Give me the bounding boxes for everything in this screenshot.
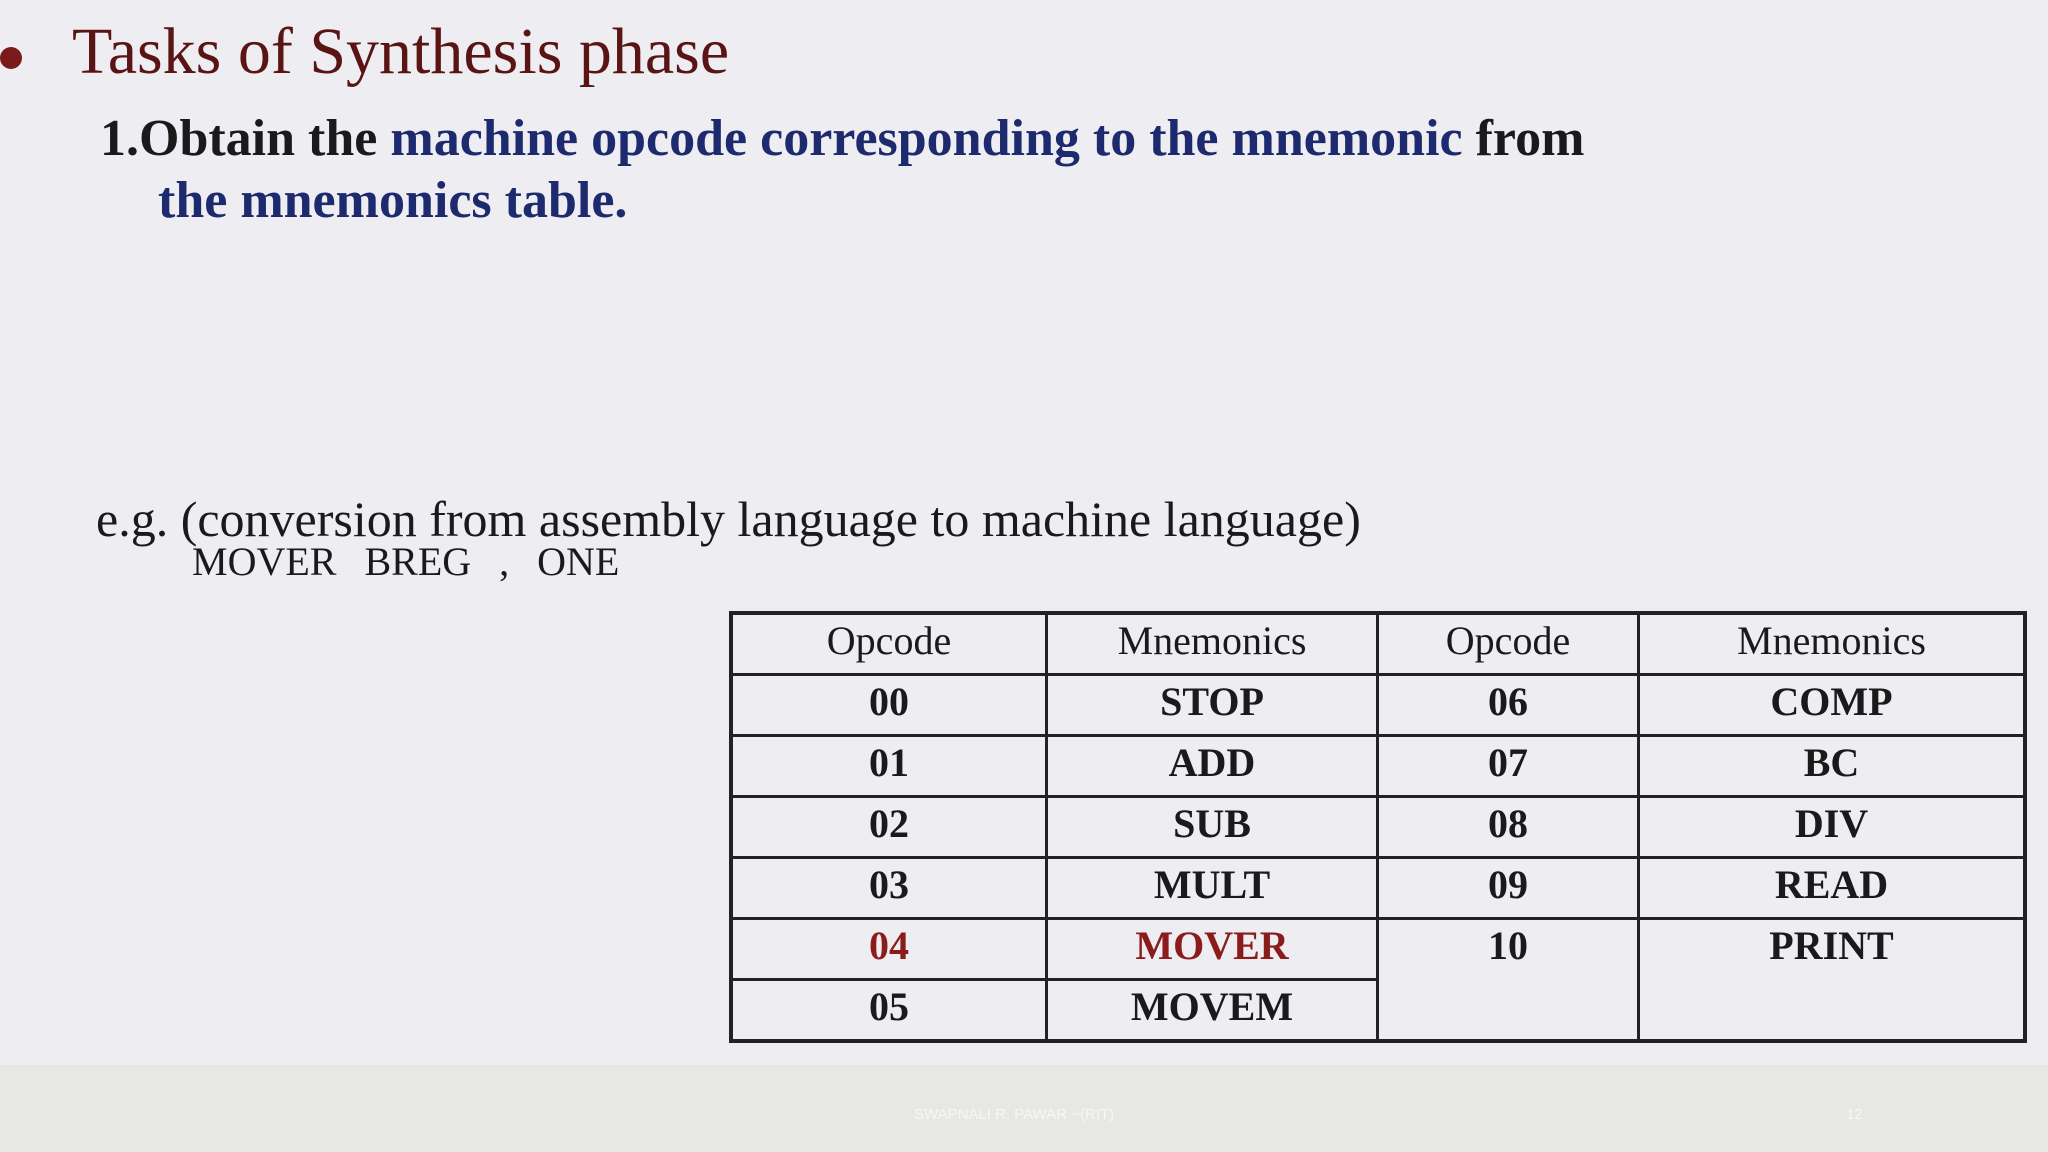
table-row: [731, 797, 2025, 858]
table-row: [731, 675, 2025, 736]
point-1: [100, 108, 2000, 232]
mnemonic-cell: MULT: [1047, 858, 1378, 919]
opcode-cell-highlighted: 04: [731, 919, 1047, 980]
table-row: [731, 736, 2025, 797]
slide-title: Tasks of Synthesis phase: [72, 15, 730, 88]
opcode-cell: 09: [1378, 858, 1639, 919]
header-mnemonics-left: Mnemonics: [1047, 613, 1378, 675]
opcode-cell: 06: [1378, 675, 1639, 736]
mnemonic-cell: STOP: [1047, 675, 1378, 736]
bullet-icon: [0, 47, 22, 69]
header-opcode-left: Opcode: [731, 613, 1047, 675]
point-tail: from: [1462, 110, 1585, 167]
opcode-cell: 05: [731, 980, 1047, 1042]
mnemonic-cell: READ: [1639, 858, 2026, 919]
opcode-cell: 08: [1378, 797, 1639, 858]
opcode-cell: 07: [1378, 736, 1639, 797]
opcode-cell: 01: [731, 736, 1047, 797]
mnemonic-cell: MOVEM: [1047, 980, 1378, 1042]
point-highlight: machine opcode corresponding to the mnemonic: [390, 110, 1463, 167]
mnemonic-cell: BC: [1639, 736, 2026, 797]
mnemonic-cell: PRINT: [1639, 919, 2026, 1042]
table-row: [731, 919, 2025, 980]
point-line-2: the mnemonics table.: [158, 172, 628, 229]
opcode-cell: 00: [731, 675, 1047, 736]
table-header-row: [731, 613, 2025, 675]
header-mnemonics-right: Mnemonics: [1639, 613, 2026, 675]
header-opcode-right: Opcode: [1378, 613, 1639, 675]
opcode-table: [729, 611, 2027, 1043]
footer-author: SWAPNALI R. PAWAR ~(RIT): [914, 1106, 1115, 1123]
opcode-cell: 03: [731, 858, 1047, 919]
table-row: [731, 858, 2025, 919]
opcode-cell: 02: [731, 797, 1047, 858]
page-number: 12: [1846, 1106, 1863, 1123]
opcode-cell: 10: [1378, 919, 1639, 1042]
example-text: e.g. (conversion from assembly language to machine language): [96, 491, 1361, 547]
mnemonic-cell: DIV: [1639, 797, 2026, 858]
point-number: 1.: [100, 110, 139, 167]
point-lead: Obtain the: [139, 110, 391, 167]
mnemonic-cell: COMP: [1639, 675, 2026, 736]
instruction-text: MOVER BREG , ONE: [192, 539, 620, 584]
mnemonic-cell: SUB: [1047, 797, 1378, 858]
mnemonic-cell-highlighted: MOVER: [1047, 919, 1378, 980]
mnemonic-cell: ADD: [1047, 736, 1378, 797]
